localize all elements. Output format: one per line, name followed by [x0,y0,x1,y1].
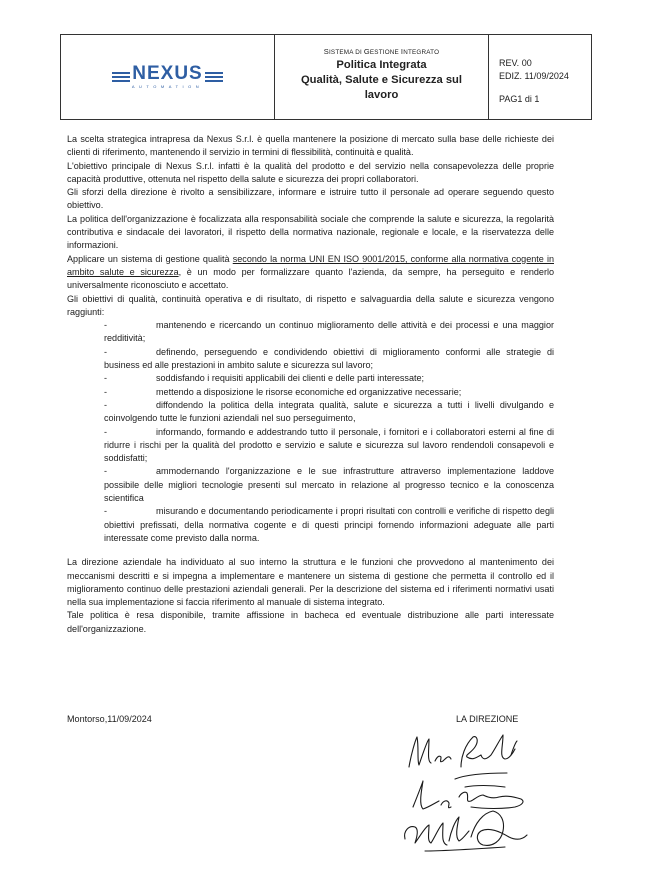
objective-text: diffondendo la politica della integrata qualità, salute e sicurezza a tutti i livelli divulgando e coinvolgendo tutte le funzioni aziendali nel suo perseguimento, [104,399,554,424]
policy-body [67,133,554,636]
document-title: Politica Integrata Qualità, Salute e Sicurezza sul lavoro [300,59,463,101]
revision: REV. 00 [499,58,532,68]
list-dash: - [104,373,108,384]
norm-reference: secondo la norma UNI EN ISO 9001/2015, conforme alla normativa cogente in ambito salute e sicurezza [67,253,554,277]
paragraph-6: Gli obiettivi di qualità, continuità operativa e di risultato, di rispetto e salvaguardia della salute e sicurezza vengono raggiunti: [67,293,554,317]
logo-cell [61,35,275,119]
objective-item [67,426,554,466]
list-dash: - [104,426,108,437]
objective-text: mantenendo e ricercando un continuo miglioramento delle attività e dei processi e una maggior redditività; [104,320,554,344]
paragraph-8: Tale politica è resa disponibile, tramite affissione in bacheca ed eventuale distribuzione alle parti interessate dell'organizzazione. [67,610,554,634]
title-cell [275,35,489,119]
paragraph-2: L'obiettivo principale di Nexus S.r.l. infatti è la qualità del prodotto e del servizio nella consapevolezza delle proprie capacità produttive, ottenuta nel rispetto della salute e sicurezza dei propri collaboratori. [67,160,554,184]
objective-text: definendo, perseguendo e condividendo obiettivi di miglioramento conformi alle strategie di business ed alle prestazioni in ambito salute e sicurezza sul lavoro; [104,346,554,371]
objective-item [67,372,554,385]
page-number: PAG1 di 1 [499,94,540,104]
list-dash: - [104,506,108,517]
paragraph-1: La scelta strategica intrapresa da Nexus S.r.l. è quella mantenere la posizione di mercato sulla base delle richieste dei clienti di riferimento, mantenendo il servizio in termini di flessibilità, continuità e qualità. [67,134,554,158]
objectives-list [67,319,554,545]
objective-text: ammodernando l'organizzazione e le sue infrastrutture attraverso implementazione laddove possibile delle migliori tecnologie presenti sul mercato in relazione al progresso tecnico e la conoscenza scientifica [104,466,554,504]
objective-text: misurando e documentando periodicamente i propri risultati con controlli e verifiche di rispetto degli obiettivi prefissati, della normativa cogente e di questi principi fornendo informazioni adeguate alle parti interessate come previsto dalla norma. [104,506,554,543]
logo-word: NEXUS [132,63,203,84]
revision-cell [489,35,591,119]
objective-item [67,319,554,346]
objective-item [67,399,554,426]
paragraph-4: La politica dell'organizzazione è focalizzata alla responsabilità sociale che comprende la salute e sicurezza, la regolarità contributiva e sindacale dei lavoratori, il rispetto della normativa nazionale, regionale e locale, e la riservatezza delle informazioni. [67,213,554,251]
logo-stripes-left [112,72,130,83]
list-dash: - [104,466,108,477]
edition: EDIZ. 11/09/2024 [499,71,569,81]
objective-text: informando, formando e addestrando tutto il personale, i fornitori e i collaboratori esterni al fine di ridurre i rischi per la qualità del prodotto e servizio e salute e sicurezza sul lavoro rendendoli consapevoli e soddisfatti; [104,426,554,464]
place-date: Montorso,11/09/2024 [67,714,152,724]
handwritten-signatures [395,727,565,867]
list-dash: - [104,320,108,331]
objective-text: soddisfando i requisiti applicabili dei clienti e delle parti interessate; [156,373,425,384]
objective-text: mettendo a disposizione le risorse economiche ed organizzative necessarie; [156,386,462,397]
paragraph-7: La direzione aziendale ha individuato al suo interno la struttura e le funzioni che provvedono al mantenimento dei meccanismi descritti e si impegna a implementare e mantenere un sistema di gestione che permetta il controllo ed il miglioramento continuo delle prestazioni aziendali generali. Per la descrizione del sistema ed i riferimenti normativi usati nella sua implementazione si faccia riferimento al manuale di sistema integrato. [67,557,554,608]
objective-item [67,505,554,545]
objective-item [67,386,554,399]
list-dash: - [104,386,108,397]
objective-item [67,346,554,373]
nexus-logo [112,65,223,89]
objective-item [67,465,554,505]
signatory-label: LA DIREZIONE [456,714,519,724]
logo-subtitle: AUTOMATION [131,84,204,89]
list-dash: - [104,399,108,410]
paragraph-5: Applicare un sistema di gestione qualità secondo la norma UNI EN ISO 9001/2015, conforme alla normativa cogente in ambito salute e sicurezza, è un modo per formalizzare quanto l'azienda, da sempre, ha perseguito e renderlo universalmente riconosciuto e accettato. [67,253,555,291]
list-dash: - [104,346,108,357]
logo-stripes-right [205,72,223,83]
document-header [60,34,592,120]
system-label: SISTEMA DI GESTIONE INTEGRATO [323,47,440,56]
paragraph-3: Gli sforzi della direzione è rivolto a sensibilizzare, informare e istruire tutto il personale ad operare seguendo questo obiettivo. [67,187,554,211]
